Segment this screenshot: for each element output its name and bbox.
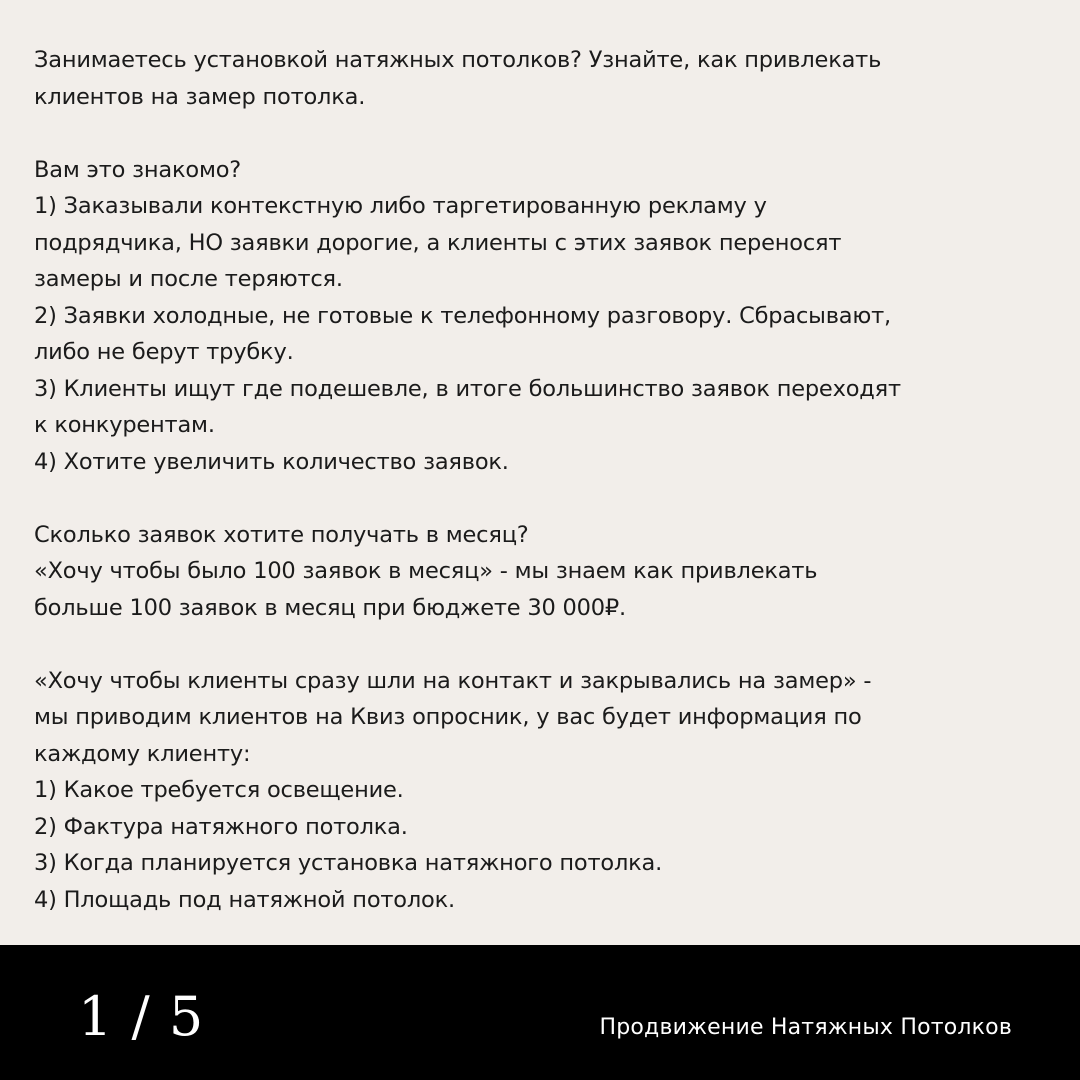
pain-point-line: либо не берут трубку. xyxy=(34,339,294,365)
brand-caption: Продвижение Натяжных Потолков xyxy=(599,1015,1012,1040)
quiz-line: каждому клиенту: xyxy=(34,740,251,767)
goal-line: больше 100 заявок в месяц при бюджете 30 000₽. xyxy=(34,594,626,621)
quiz-line: «Хочу чтобы клиенты сразу шли на контакт и закрывались на замер» - xyxy=(34,667,872,694)
quiz-line: 4) Площадь под натяжной потолок. xyxy=(34,886,455,913)
goal-line: «Хочу чтобы было 100 заявок в месяц» - мы знаем как привлекать xyxy=(34,558,818,584)
intro-line: клиентов на замер потолка. xyxy=(34,83,366,110)
page-indicator: 1 / 5 xyxy=(78,985,205,1048)
quiz-line: 1) Какое требуется освещение. xyxy=(34,777,404,803)
pain-point-line: 2) Заявки холодные, не готовые к телефонному разговору. Сбрасывают, xyxy=(34,302,891,329)
goal-line: Сколько заявок хотите получать в месяц? xyxy=(34,521,529,548)
intro-paragraph xyxy=(34,42,1054,115)
pain-points-section xyxy=(34,152,1054,481)
pain-point-line: к конкурентам. xyxy=(34,412,215,438)
pain-heading: Вам это знакомо? xyxy=(34,156,242,183)
pain-point-line: подрядчика, НО заявки дорогие, а клиенты с этих заявок переносят xyxy=(34,229,842,256)
goal-section xyxy=(34,517,1054,627)
footer-bar xyxy=(0,945,1080,1080)
pain-point-line: 3) Клиенты ищут где подешевле, в итоге большинство заявок переходят xyxy=(34,375,901,402)
quiz-section xyxy=(34,663,1054,919)
quiz-line: 2) Фактура натяжного потолка. xyxy=(34,813,408,840)
paragraph-spacer xyxy=(34,626,1054,663)
post-text xyxy=(34,42,1054,918)
pain-point-line: 4) Хотите увеличить количество заявок. xyxy=(34,448,509,475)
quiz-line: мы приводим клиентов на Квиз опросник, у вас будет информация по xyxy=(34,704,862,730)
paragraph-spacer xyxy=(34,480,1054,517)
intro-line: Занимаетесь установкой натяжных потолков? Узнайте, как привлекать xyxy=(34,47,882,73)
pain-point-line: 1) Заказывали контекстную либо таргетированную рекламу у xyxy=(34,193,767,219)
pain-point-line: замеры и после теряются. xyxy=(34,266,343,292)
quiz-line: 3) Когда планируется установка натяжного потолка. xyxy=(34,850,663,876)
paragraph-spacer xyxy=(34,115,1054,152)
